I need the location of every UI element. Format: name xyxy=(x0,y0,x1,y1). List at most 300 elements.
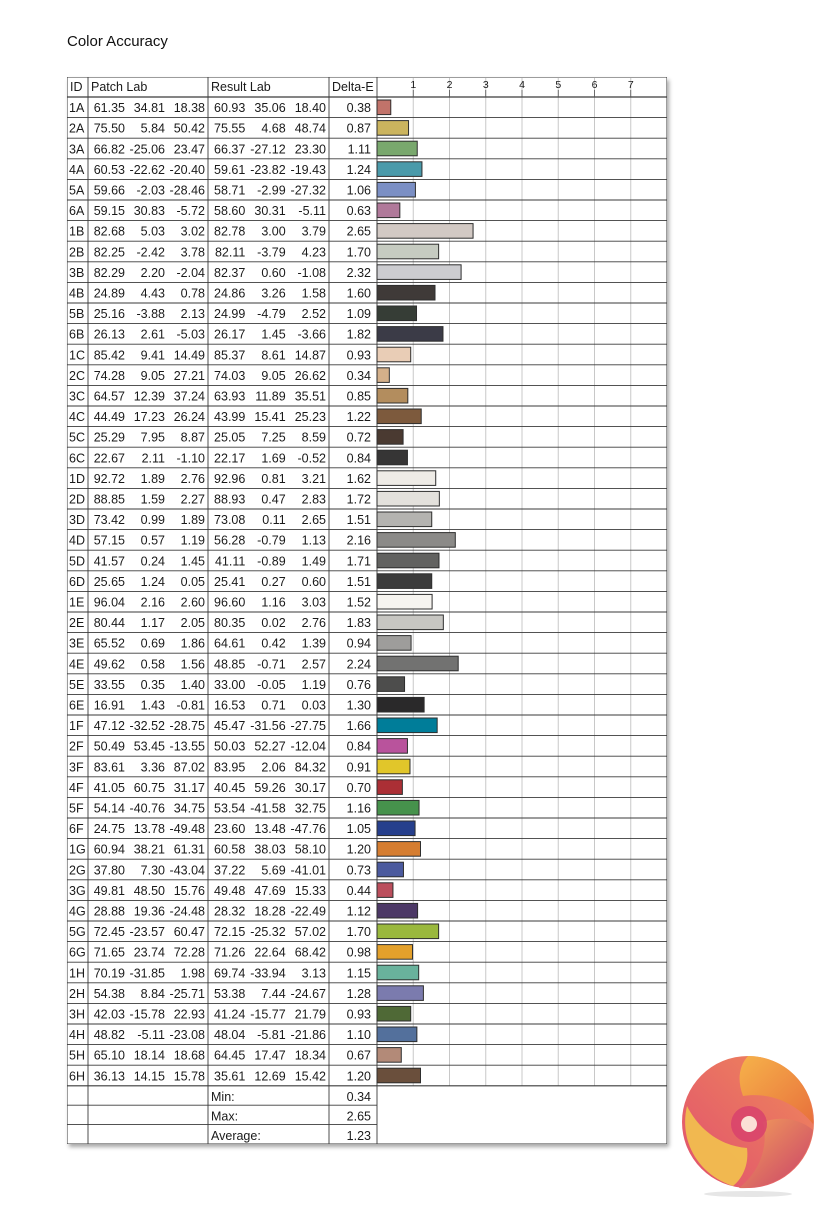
delta-e-bar xyxy=(377,100,391,115)
result-lab-value: 25.05 xyxy=(214,430,246,445)
patch-lab-value: 66.82 xyxy=(93,142,125,157)
x-tick-label: 2 xyxy=(446,79,453,91)
row-id: 4D xyxy=(69,533,85,548)
delta-e-bar xyxy=(377,141,417,156)
delta-e-value: 0.93 xyxy=(346,1007,371,1022)
delta-e-value: 1.70 xyxy=(346,245,371,260)
row-id: 3D xyxy=(69,513,85,528)
patch-lab-value: -24.48 xyxy=(169,904,205,919)
delta-e-value: 2.24 xyxy=(346,657,371,672)
patch-lab-value: 59.15 xyxy=(93,204,125,219)
delta-e-value: 1.51 xyxy=(346,574,371,589)
result-lab-value: 56.28 xyxy=(214,533,246,548)
patch-lab-value: 0.57 xyxy=(140,533,165,548)
delta-e-bar xyxy=(377,224,473,239)
patch-lab-value: -2.42 xyxy=(136,245,165,260)
result-lab-value: 83.95 xyxy=(214,760,246,775)
result-lab-value: 0.71 xyxy=(261,698,286,713)
result-lab-value: 48.85 xyxy=(214,657,246,672)
result-lab-value: 63.93 xyxy=(214,389,246,404)
delta-e-bar xyxy=(377,491,439,506)
result-lab-value: 1.45 xyxy=(261,327,286,342)
delta-e-value: 1.30 xyxy=(346,698,371,713)
delta-e-value: 0.87 xyxy=(346,121,371,136)
result-lab-value: -22.49 xyxy=(290,904,326,919)
result-lab-value: 22.17 xyxy=(214,451,246,466)
delta-e-bar xyxy=(377,986,423,1001)
delta-e-bar xyxy=(377,409,421,424)
row-id: 4G xyxy=(69,904,86,919)
patch-lab-value: 60.75 xyxy=(133,780,165,795)
delta-e-value: 0.91 xyxy=(346,760,371,775)
patch-lab-value: -31.85 xyxy=(129,966,165,981)
patch-lab-value: 3.78 xyxy=(180,245,205,260)
result-lab-value: 82.78 xyxy=(214,224,246,239)
result-lab-value: -24.67 xyxy=(290,986,326,1001)
summary-value: 1.23 xyxy=(346,1129,371,1143)
result-lab-value: 84.32 xyxy=(294,760,326,775)
result-lab-value: -27.32 xyxy=(290,183,326,198)
result-lab-value: 32.75 xyxy=(294,801,326,816)
delta-e-value: 1.24 xyxy=(346,162,371,177)
patch-lab-value: 88.85 xyxy=(93,492,125,507)
patch-lab-value: 57.15 xyxy=(93,533,125,548)
patch-lab-value: 15.76 xyxy=(173,883,205,898)
patch-lab-value: 2.27 xyxy=(180,492,205,507)
row-id: 5H xyxy=(69,1048,85,1063)
delta-e-bar xyxy=(377,574,432,589)
patch-lab-value: -23.57 xyxy=(129,925,165,940)
patch-lab-value: 72.28 xyxy=(173,945,205,960)
row-id: 3G xyxy=(69,883,86,898)
delta-e-bar xyxy=(377,677,405,692)
patch-lab-value: 18.68 xyxy=(173,1048,205,1063)
result-lab-value: 64.61 xyxy=(214,636,246,651)
delta-e-bar xyxy=(377,533,455,548)
delta-e-bar xyxy=(377,800,419,815)
patch-lab-value: -28.46 xyxy=(169,183,205,198)
result-lab-value: -47.76 xyxy=(290,822,326,837)
result-lab-value: 59.61 xyxy=(214,162,246,177)
row-id: 5F xyxy=(69,801,84,816)
patch-lab-value: 2.61 xyxy=(140,327,165,342)
result-lab-value: 74.03 xyxy=(214,368,246,383)
patch-lab-value: 41.57 xyxy=(93,554,125,569)
patch-lab-value: 92.72 xyxy=(93,471,125,486)
row-id: 5B xyxy=(69,307,85,322)
row-id: 4H xyxy=(69,1028,85,1043)
row-id: 6H xyxy=(69,1069,85,1084)
delta-e-bar xyxy=(377,182,415,197)
row-id: 3H xyxy=(69,1007,85,1022)
result-lab-value: -19.43 xyxy=(290,162,326,177)
result-lab-value: 17.47 xyxy=(254,1048,286,1063)
row-id: 2A xyxy=(69,121,85,136)
patch-lab-value: -20.40 xyxy=(169,162,205,177)
patch-lab-value: 75.50 xyxy=(93,121,125,136)
result-lab-value: -0.79 xyxy=(257,533,286,548)
result-lab-value: -23.82 xyxy=(250,162,286,177)
result-lab-value: 75.55 xyxy=(214,121,246,136)
row-id: 3B xyxy=(69,265,85,280)
row-id: 1H xyxy=(69,966,85,981)
patch-lab-value: 37.24 xyxy=(173,389,205,404)
summary-label: Average: xyxy=(211,1129,261,1143)
patch-lab-value: -3.88 xyxy=(136,307,165,322)
patch-lab-value: 96.04 xyxy=(93,595,125,610)
delta-e-bar xyxy=(377,821,415,836)
delta-e-value: 0.76 xyxy=(346,677,371,692)
header-patch-lab: Patch Lab xyxy=(91,80,148,94)
patch-lab-value: 28.88 xyxy=(93,904,125,919)
patch-lab-value: 60.94 xyxy=(93,842,125,857)
patch-lab-value: 22.67 xyxy=(93,451,125,466)
result-lab-value: 38.03 xyxy=(254,842,286,857)
delta-e-bar xyxy=(377,285,435,300)
row-id: 2D xyxy=(69,492,85,507)
delta-e-bar xyxy=(377,1068,421,1083)
patch-lab-value: 31.17 xyxy=(173,780,205,795)
patch-lab-value: 1.89 xyxy=(140,471,165,486)
patch-lab-value: 26.13 xyxy=(93,327,125,342)
result-lab-value: 1.13 xyxy=(301,533,326,548)
result-lab-value: 52.27 xyxy=(254,739,286,754)
row-id: 5A xyxy=(69,183,85,198)
patch-lab-value: -22.62 xyxy=(129,162,165,177)
result-lab-value: 35.06 xyxy=(254,101,286,116)
delta-e-value: 0.70 xyxy=(346,780,371,795)
row-id: 3A xyxy=(69,142,85,157)
row-id: 3E xyxy=(69,636,85,651)
patch-lab-value: 48.82 xyxy=(93,1028,125,1043)
result-lab-value: 48.04 xyxy=(214,1028,246,1043)
patch-lab-value: 64.57 xyxy=(93,389,125,404)
summary-label: Max: xyxy=(211,1109,239,1124)
result-lab-value: -31.56 xyxy=(250,719,286,734)
patch-lab-value: 1.43 xyxy=(140,698,165,713)
delta-e-bar xyxy=(377,450,407,465)
delta-e-bar xyxy=(377,553,439,568)
patch-lab-value: -15.78 xyxy=(129,1007,165,1022)
patch-lab-value: 23.47 xyxy=(173,142,205,157)
result-lab-value: 7.25 xyxy=(261,430,286,445)
result-lab-value: 2.65 xyxy=(301,513,326,528)
header-id: ID xyxy=(70,80,83,94)
patch-lab-value: 12.39 xyxy=(133,389,165,404)
patch-lab-value: 0.24 xyxy=(140,554,165,569)
delta-e-value: 1.72 xyxy=(346,492,371,507)
patch-lab-value: 7.30 xyxy=(140,863,165,878)
patch-lab-value: 8.87 xyxy=(180,430,205,445)
result-lab-value: -3.66 xyxy=(297,327,326,342)
delta-e-bar xyxy=(377,697,424,712)
delta-e-value: 1.82 xyxy=(346,327,371,342)
result-lab-value: 2.57 xyxy=(301,657,326,672)
delta-e-value: 1.52 xyxy=(346,595,371,610)
delta-e-value: 1.09 xyxy=(346,307,371,322)
result-lab-value: 18.28 xyxy=(254,904,286,919)
delta-e-bar xyxy=(377,430,403,445)
patch-lab-value: 2.05 xyxy=(180,616,205,631)
result-lab-value: 13.48 xyxy=(254,822,286,837)
delta-e-bar xyxy=(377,471,436,486)
result-lab-value: 1.58 xyxy=(301,286,326,301)
patch-lab-value: 38.21 xyxy=(133,842,165,857)
delta-e-value: 0.72 xyxy=(346,430,371,445)
result-lab-value: 41.24 xyxy=(214,1007,246,1022)
patch-lab-value: -13.55 xyxy=(169,739,205,754)
delta-e-value: 1.62 xyxy=(346,471,371,486)
result-lab-value: 25.23 xyxy=(294,410,326,425)
result-lab-value: 69.74 xyxy=(214,966,246,981)
patch-lab-value: 41.05 xyxy=(93,780,125,795)
patch-lab-value: 0.99 xyxy=(140,513,165,528)
result-lab-value: -15.77 xyxy=(250,1007,286,1022)
delta-e-value: 1.71 xyxy=(346,554,371,569)
patch-lab-value: 44.49 xyxy=(93,410,125,425)
result-lab-value: 26.17 xyxy=(214,327,246,342)
delta-e-report xyxy=(67,77,667,1144)
delta-e-value: 1.11 xyxy=(347,142,371,157)
patch-lab-value: 18.38 xyxy=(173,101,205,116)
delta-e-bar xyxy=(377,388,408,403)
result-lab-value: -41.58 xyxy=(250,801,286,816)
result-lab-value: 3.79 xyxy=(301,224,326,239)
patch-lab-value: 65.52 xyxy=(93,636,125,651)
result-lab-value: 3.26 xyxy=(261,286,286,301)
result-lab-value: 11.89 xyxy=(255,389,286,404)
row-id: 1B xyxy=(69,224,85,239)
patch-lab-value: 17.23 xyxy=(133,410,165,425)
patch-lab-value: 0.58 xyxy=(140,657,165,672)
patch-lab-value: 14.15 xyxy=(133,1069,165,1084)
patch-lab-value: 4.43 xyxy=(140,286,165,301)
patch-lab-value: 2.20 xyxy=(140,265,165,280)
result-lab-value: 50.03 xyxy=(214,739,246,754)
row-id: 5E xyxy=(69,677,85,692)
result-lab-value: 2.06 xyxy=(261,760,286,775)
result-lab-value: 35.61 xyxy=(214,1069,246,1084)
delta-e-value: 1.20 xyxy=(346,842,371,857)
patch-lab-value: 1.45 xyxy=(180,554,205,569)
x-tick-label: 6 xyxy=(591,79,598,91)
delta-e-bar xyxy=(377,636,411,651)
result-lab-value: 66.37 xyxy=(214,142,246,157)
delta-e-bar xyxy=(377,759,410,774)
result-lab-value: 0.02 xyxy=(261,616,286,631)
delta-e-value: 1.12 xyxy=(346,904,371,919)
result-lab-value: 73.08 xyxy=(214,513,246,528)
row-id: 2G xyxy=(69,863,86,878)
result-lab-value: 22.64 xyxy=(254,945,286,960)
result-lab-value: -25.32 xyxy=(250,925,286,940)
patch-lab-value: 22.93 xyxy=(173,1007,205,1022)
result-lab-value: 1.69 xyxy=(261,451,286,466)
patch-lab-value: -32.52 xyxy=(129,719,165,734)
delta-e-value: 0.85 xyxy=(346,389,371,404)
delta-e-value: 0.84 xyxy=(346,739,371,754)
result-lab-value: 59.26 xyxy=(254,780,286,795)
result-lab-value: -12.04 xyxy=(290,739,326,754)
row-id: 6D xyxy=(69,574,85,589)
patch-lab-value: 60.53 xyxy=(93,162,125,177)
patch-lab-value: 9.05 xyxy=(140,368,165,383)
result-lab-value: -1.08 xyxy=(297,265,326,280)
result-lab-value: 7.44 xyxy=(261,986,286,1001)
patch-lab-value: 85.42 xyxy=(93,348,125,363)
delta-e-bar xyxy=(377,162,422,177)
patch-lab-value: 61.31 xyxy=(173,842,205,857)
row-id: 2C xyxy=(69,368,85,383)
patch-lab-value: 0.69 xyxy=(140,636,165,651)
patch-lab-value: 1.56 xyxy=(180,657,205,672)
patch-lab-value: 49.62 xyxy=(93,657,125,672)
delta-e-value: 0.93 xyxy=(346,348,371,363)
patch-lab-value: 48.50 xyxy=(133,883,165,898)
patch-lab-value: 87.02 xyxy=(173,760,205,775)
result-lab-value: 0.42 xyxy=(261,636,286,651)
row-id: 3C xyxy=(69,389,85,404)
patch-lab-value: 26.24 xyxy=(173,410,205,425)
delta-e-value: 2.16 xyxy=(346,533,371,548)
patch-lab-value: -0.81 xyxy=(176,698,205,713)
delta-e-bar xyxy=(377,327,443,342)
delta-e-value: 1.22 xyxy=(346,410,371,425)
result-lab-value: 14.87 xyxy=(294,348,326,363)
patch-lab-value: 49.81 xyxy=(93,883,125,898)
delta-e-value: 0.98 xyxy=(346,945,371,960)
result-lab-value: 0.60 xyxy=(261,265,286,280)
patch-lab-value: 7.95 xyxy=(140,430,165,445)
result-lab-value: 53.54 xyxy=(214,801,246,816)
patch-lab-value: 71.65 xyxy=(93,945,125,960)
row-id: 6A xyxy=(69,204,85,219)
result-lab-value: 80.35 xyxy=(214,616,246,631)
patch-lab-value: 3.02 xyxy=(180,224,205,239)
row-id: 1C xyxy=(69,348,85,363)
delta-e-chart xyxy=(67,77,667,1144)
result-lab-value: -2.99 xyxy=(257,183,286,198)
result-lab-value: 1.49 xyxy=(301,554,326,569)
patch-lab-value: 73.42 xyxy=(93,513,125,528)
result-lab-value: 68.42 xyxy=(294,945,326,960)
patch-lab-value: 50.49 xyxy=(93,739,125,754)
patch-lab-value: 2.13 xyxy=(180,307,205,322)
patch-lab-value: 1.17 xyxy=(140,616,165,631)
result-lab-value: 18.40 xyxy=(294,101,326,116)
result-lab-value: 15.41 xyxy=(254,410,286,425)
result-lab-value: 16.53 xyxy=(214,698,246,713)
result-lab-value: 0.47 xyxy=(261,492,286,507)
patch-lab-value: 54.38 xyxy=(93,986,125,1001)
patch-lab-value: 14.49 xyxy=(173,348,205,363)
patch-lab-value: 1.40 xyxy=(180,677,205,692)
result-lab-value: 4.68 xyxy=(261,121,286,136)
result-lab-value: 24.86 xyxy=(214,286,246,301)
row-id: 5C xyxy=(69,430,85,445)
patch-lab-value: 59.66 xyxy=(93,183,125,198)
result-lab-value: 85.37 xyxy=(214,348,246,363)
patch-lab-value: -49.48 xyxy=(169,822,205,837)
patch-lab-value: 1.98 xyxy=(180,966,205,981)
patch-lab-value: -40.76 xyxy=(129,801,165,816)
patch-lab-value: 25.65 xyxy=(93,574,125,589)
row-id: 1G xyxy=(69,842,86,857)
delta-e-value: 0.34 xyxy=(346,368,371,383)
patch-lab-value: -25.71 xyxy=(169,986,205,1001)
delta-e-value: 1.83 xyxy=(346,616,371,631)
result-lab-value: 82.11 xyxy=(214,245,246,260)
delta-e-value: 0.67 xyxy=(346,1048,371,1063)
delta-e-value: 1.66 xyxy=(346,719,371,734)
result-lab-value: -0.89 xyxy=(257,554,286,569)
result-lab-value: 37.22 xyxy=(214,863,246,878)
x-tick-label: 5 xyxy=(555,79,562,91)
result-lab-value: 8.59 xyxy=(301,430,326,445)
result-lab-value: 21.79 xyxy=(294,1007,326,1022)
patch-lab-value: 2.60 xyxy=(180,595,205,610)
delta-e-value: 0.63 xyxy=(346,204,371,219)
delta-e-bar xyxy=(377,615,443,630)
result-lab-value: 26.62 xyxy=(294,368,326,383)
patch-lab-value: 1.19 xyxy=(180,533,205,548)
delta-e-value: 1.16 xyxy=(346,801,371,816)
x-tick-label: 1 xyxy=(410,79,417,91)
patch-lab-value: 30.83 xyxy=(133,204,165,219)
row-id: 2B xyxy=(69,245,85,260)
row-id: 5G xyxy=(69,925,86,940)
delta-e-value: 2.65 xyxy=(346,224,371,239)
delta-e-bar xyxy=(377,265,461,280)
result-lab-value: 3.03 xyxy=(301,595,326,610)
result-lab-value: 30.17 xyxy=(294,780,326,795)
row-id: 2H xyxy=(69,986,85,1001)
result-lab-value: 3.00 xyxy=(261,224,286,239)
row-id: 6F xyxy=(69,822,84,837)
patch-lab-value: 1.24 xyxy=(140,574,165,589)
patch-lab-value: -5.72 xyxy=(176,204,205,219)
row-id: 2F xyxy=(69,739,84,754)
delta-e-bar xyxy=(377,903,418,918)
delta-e-bar xyxy=(377,718,437,733)
delta-e-value: 1.06 xyxy=(346,183,371,198)
result-lab-value: 15.33 xyxy=(294,883,326,898)
patch-lab-value: 53.45 xyxy=(133,739,165,754)
result-lab-value: 1.16 xyxy=(261,595,286,610)
result-lab-value: 25.41 xyxy=(214,574,246,589)
result-lab-value: 58.10 xyxy=(294,842,326,857)
row-id: 5D xyxy=(69,554,85,569)
patch-lab-value: -1.10 xyxy=(176,451,205,466)
patch-lab-value: 0.05 xyxy=(180,574,205,589)
result-lab-value: -0.05 xyxy=(257,677,286,692)
patch-lab-value: 19.36 xyxy=(133,904,165,919)
result-lab-value: 60.58 xyxy=(214,842,246,857)
patch-lab-value: -28.75 xyxy=(169,719,205,734)
delta-e-bar xyxy=(377,203,400,218)
result-lab-value: 8.61 xyxy=(261,348,286,363)
header-delta-e: Delta-E xyxy=(332,80,374,94)
row-id: 3F xyxy=(69,760,84,775)
patch-lab-value: 1.89 xyxy=(180,513,205,528)
patch-lab-value: 47.12 xyxy=(93,719,125,734)
patch-lab-value: 60.47 xyxy=(173,925,205,940)
patch-lab-value: -23.08 xyxy=(169,1028,205,1043)
patch-lab-value: 82.29 xyxy=(93,265,125,280)
result-lab-value: 71.26 xyxy=(214,945,246,960)
delta-e-value: 1.60 xyxy=(346,286,371,301)
row-id: 4F xyxy=(69,780,84,795)
